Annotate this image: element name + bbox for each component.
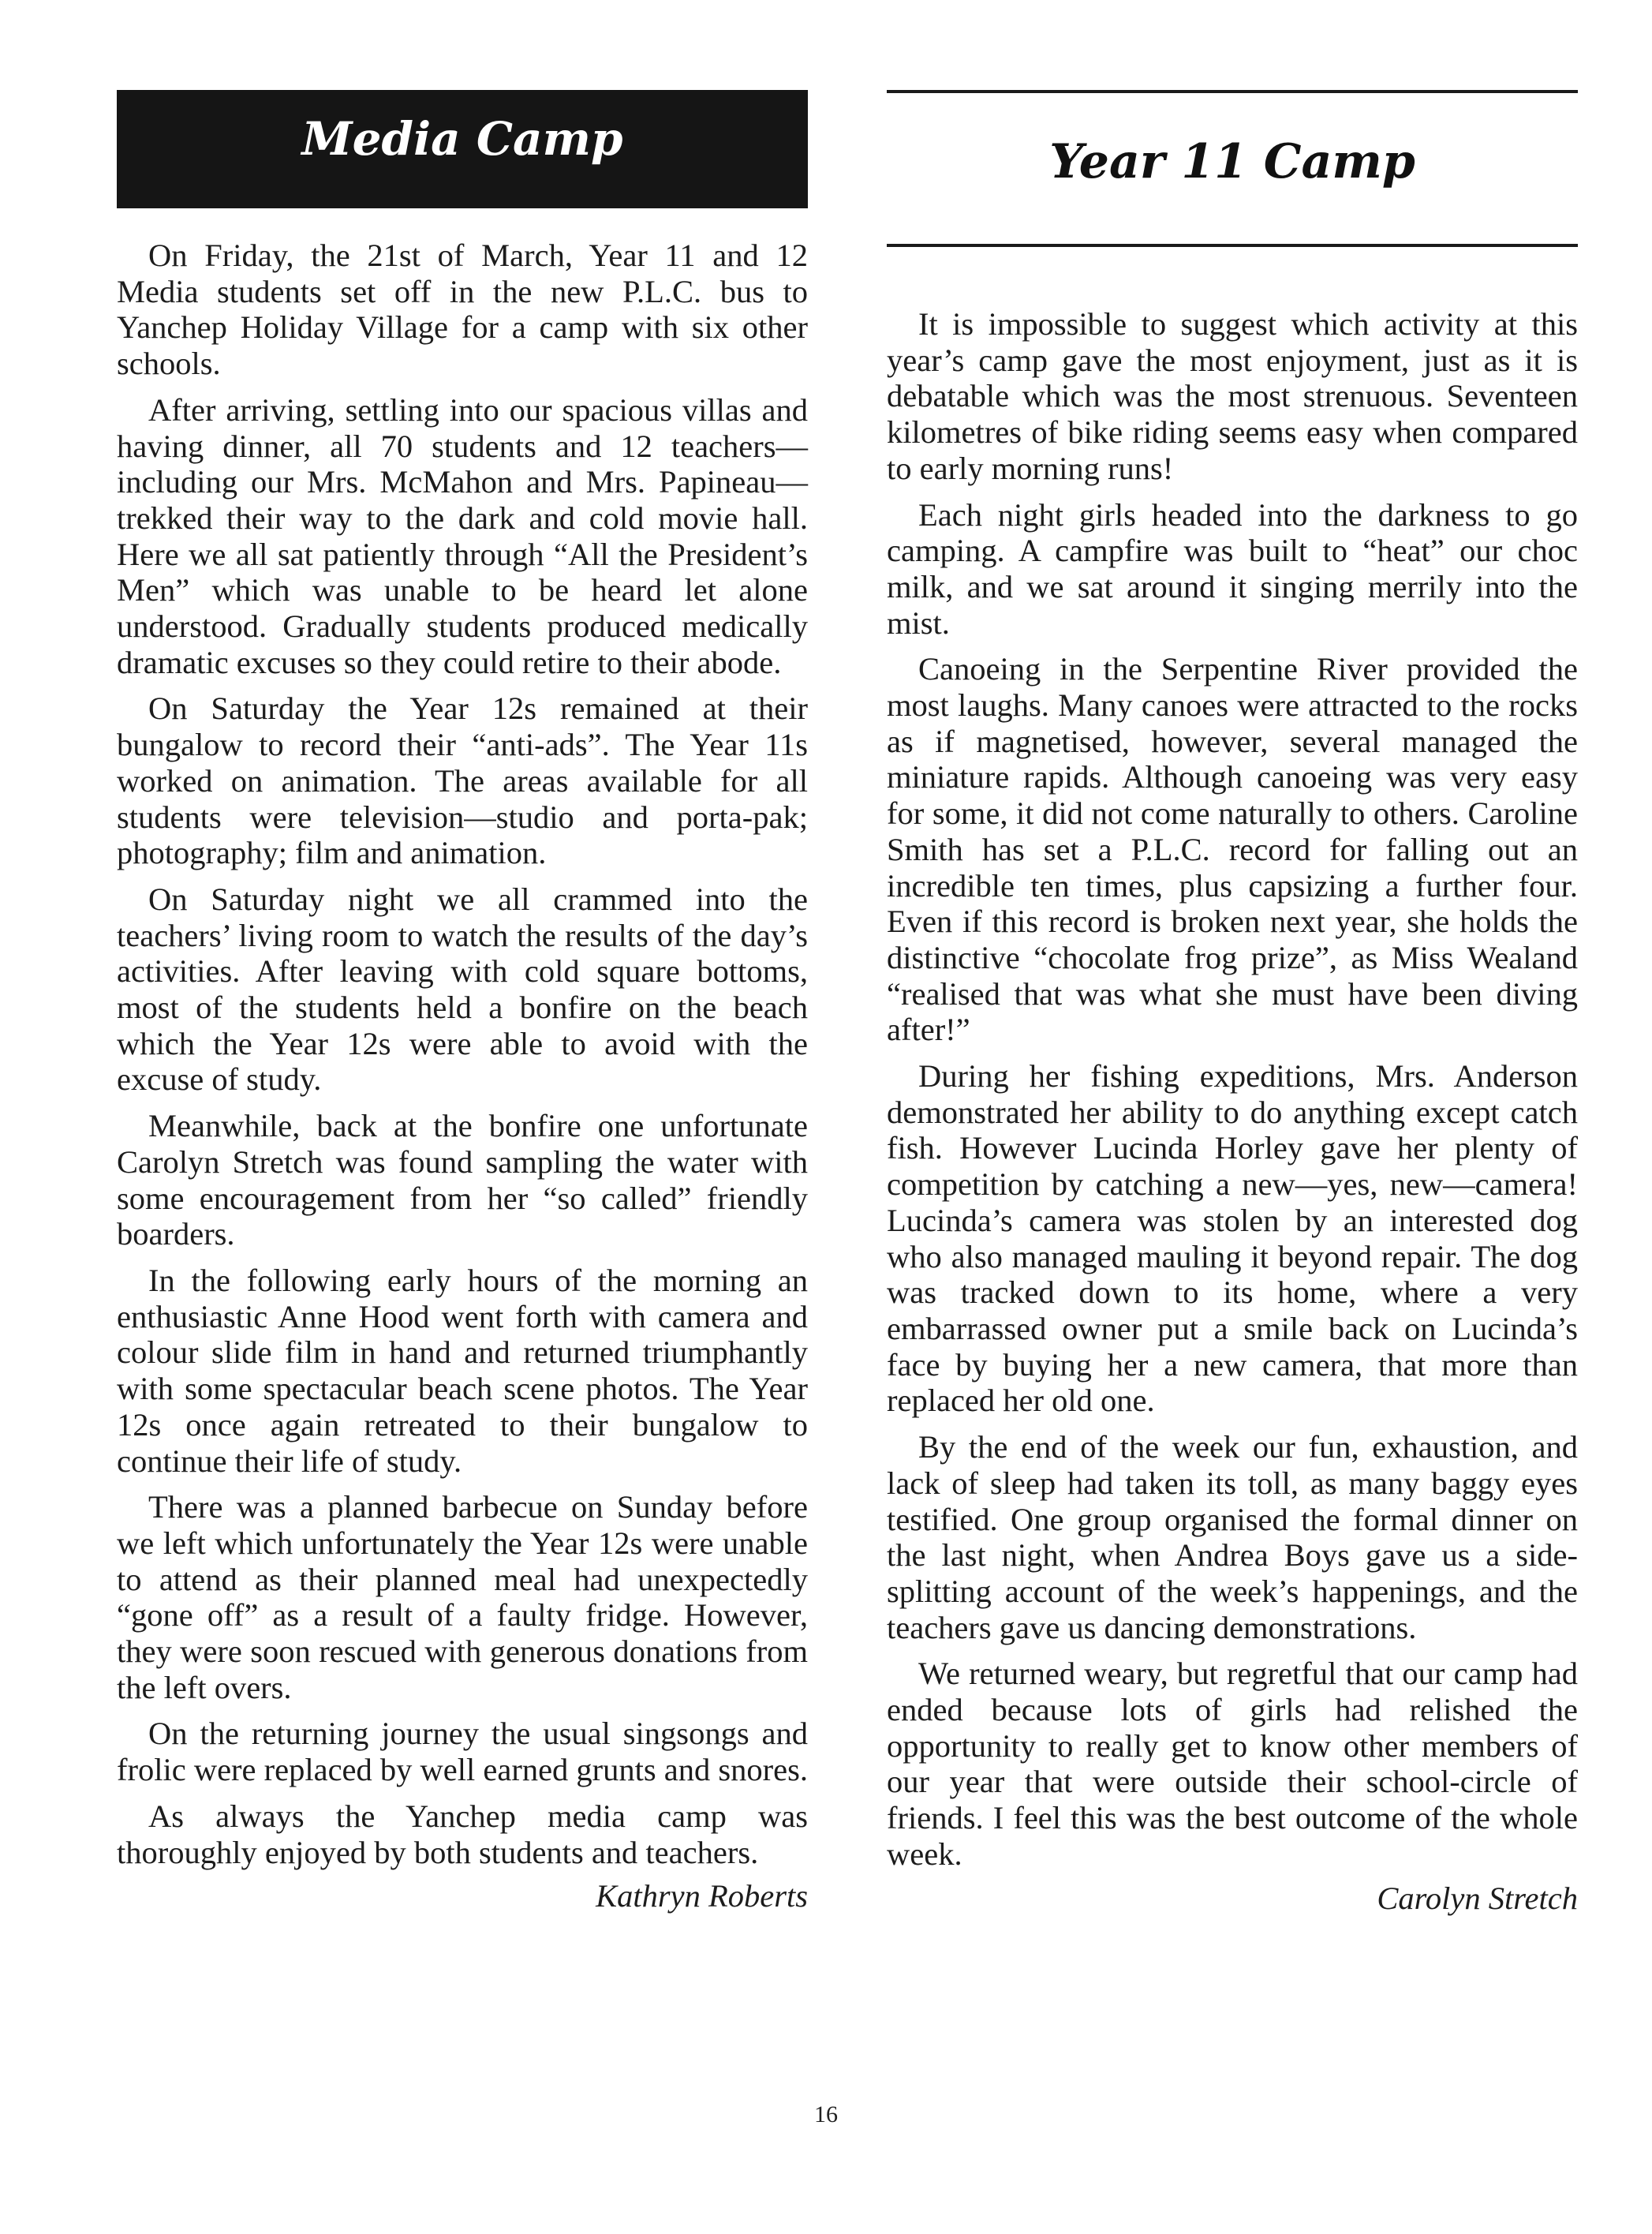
year-11-camp-title: Year 11 Camp — [1049, 134, 1415, 189]
paragraph: Canoeing in the Serpentine River provided the most laughs. Many canoes were attracted to the rocks as if magnetised, however, several managed the miniature rapids. Although canoeing was very easy for some, it did not come naturally to others. Caroline Smith has set a P.L.C. record for falling out an incredible ten times, plus capsizing a further four. Even if this record is broken next year, she holds the distinctive “chocolate frog prize”, as Miss Wealand “realised that was what she must have been diving after!” — [887, 651, 1578, 1048]
paragraph: On the returning journey the usual singsongs and frolic were replaced by well earned grunts and snores. — [117, 1716, 809, 1788]
paragraph: By the end of the week our fun, exhaustion, and lack of sleep had taken its toll, as many baggy eyes testified. One group organised the formal dinner on the last night, when Andrea Boys gave us a side-splitting account of the week’s happenings, and the teachers gave us dancing demonstrations. — [887, 1429, 1578, 1645]
paragraph: Each night girls headed into the darkness to go camping. A campfire was built to “heat” our choc milk, and we sat around it singing merrily into the mist. — [887, 496, 1578, 641]
paragraph: In the following early hours of the morning an enthusiastic Anne Hood went forth with camera and colour slide film in hand and returned triumphantly with some spectacular beach scene photos. The Year 12s once again retreated to their bungalow to continue their life of study. — [117, 1262, 808, 1479]
paragraph: On Saturday night we all crammed into the teachers’ living room to watch the results of the day’s activities. After leaving with cold square bottoms, most of the students held a bonfire on the beach which the Year 12s were able to avoid with the excuse of study. — [117, 881, 808, 1098]
paragraph: During her fishing expeditions, Mrs. Anderson demonstrated her ability to do anything except catch fish. However Lucinda Horley gave her plenty of competition by catching a new—yes, new—camera! Lucinda’s camera was stolen by an interested dog who also managed mauling it beyond repair. The dog was tracked down to its home, where a very embarrassed owner put a smile back on Lucinda’s face by buying her a new camera, that more than replaced her old one. — [887, 1058, 1578, 1419]
page-number: 16 — [814, 2101, 838, 2127]
paragraph: We returned weary, but regretful that our camp had ended because lots of girls had relished the opportunity to really get to know other members of our year that were outside their school-circle of friends. I feel this was the best outcome of the whole week. — [887, 1656, 1578, 1872]
media-camp-body — [117, 238, 808, 1914]
paragraph: As always the Yanchep media camp was thoroughly enjoyed by both students and teachers. — [117, 1798, 808, 1870]
media-camp-title-box — [117, 90, 808, 208]
author-signature: Carolyn Stretch — [1377, 1880, 1578, 1916]
paragraph: After arriving, settling into our spacious villas and having dinner, all 70 students and 12 teachers—including our Mrs. McMahon and Mrs. Papineau—trekked their way to the dark and cold movie hall. Here we all sat patiently through “All the President’s Men” which was unable to be heard let alone understood. Gradually students produced medically dramatic excuses so they could retire to their abode. — [117, 391, 808, 680]
year-11-camp-body — [887, 306, 1578, 1916]
paragraph: There was a planned barbecue on Sunday before we left which unfortunately the Year 12s were unable to attend as their planned meal had unexpectedly “gone off” as a result of a faulty fridge. However, they were soon rescued with generous donations from the left overs. — [117, 1489, 808, 1705]
paragraph: Meanwhile, back at the bonfire one unfortunate Carolyn Stretch was found sampling the water with some encouragement from her “so called” friendly boarders. — [117, 1108, 808, 1252]
paragraph: On Saturday the Year 12s remained at their bungalow to record their “anti-ads”. The Year 11s worked on animation. The areas available for all students were television—studio and porta-pak; photography; film and animation. — [117, 690, 808, 871]
bottom-divider — [887, 244, 1578, 247]
paragraph: On Friday, the 21st of March, Year 11 and 12 Media students set off in the new P.L.C. bus to Yanchep Holiday Village for a camp with six other schools. — [117, 238, 808, 382]
top-divider — [887, 90, 1578, 93]
paragraph: It is impossible to suggest which activity at this year’s camp gave the most enjoyment, just as it is debatable which was the most strenuous. Seventeen kilometres of bike riding seems easy when compared to early morning runs! — [887, 306, 1578, 486]
author-signature: Kathryn Roberts — [596, 1878, 808, 1914]
media-camp-title: Media Camp — [301, 112, 623, 166]
